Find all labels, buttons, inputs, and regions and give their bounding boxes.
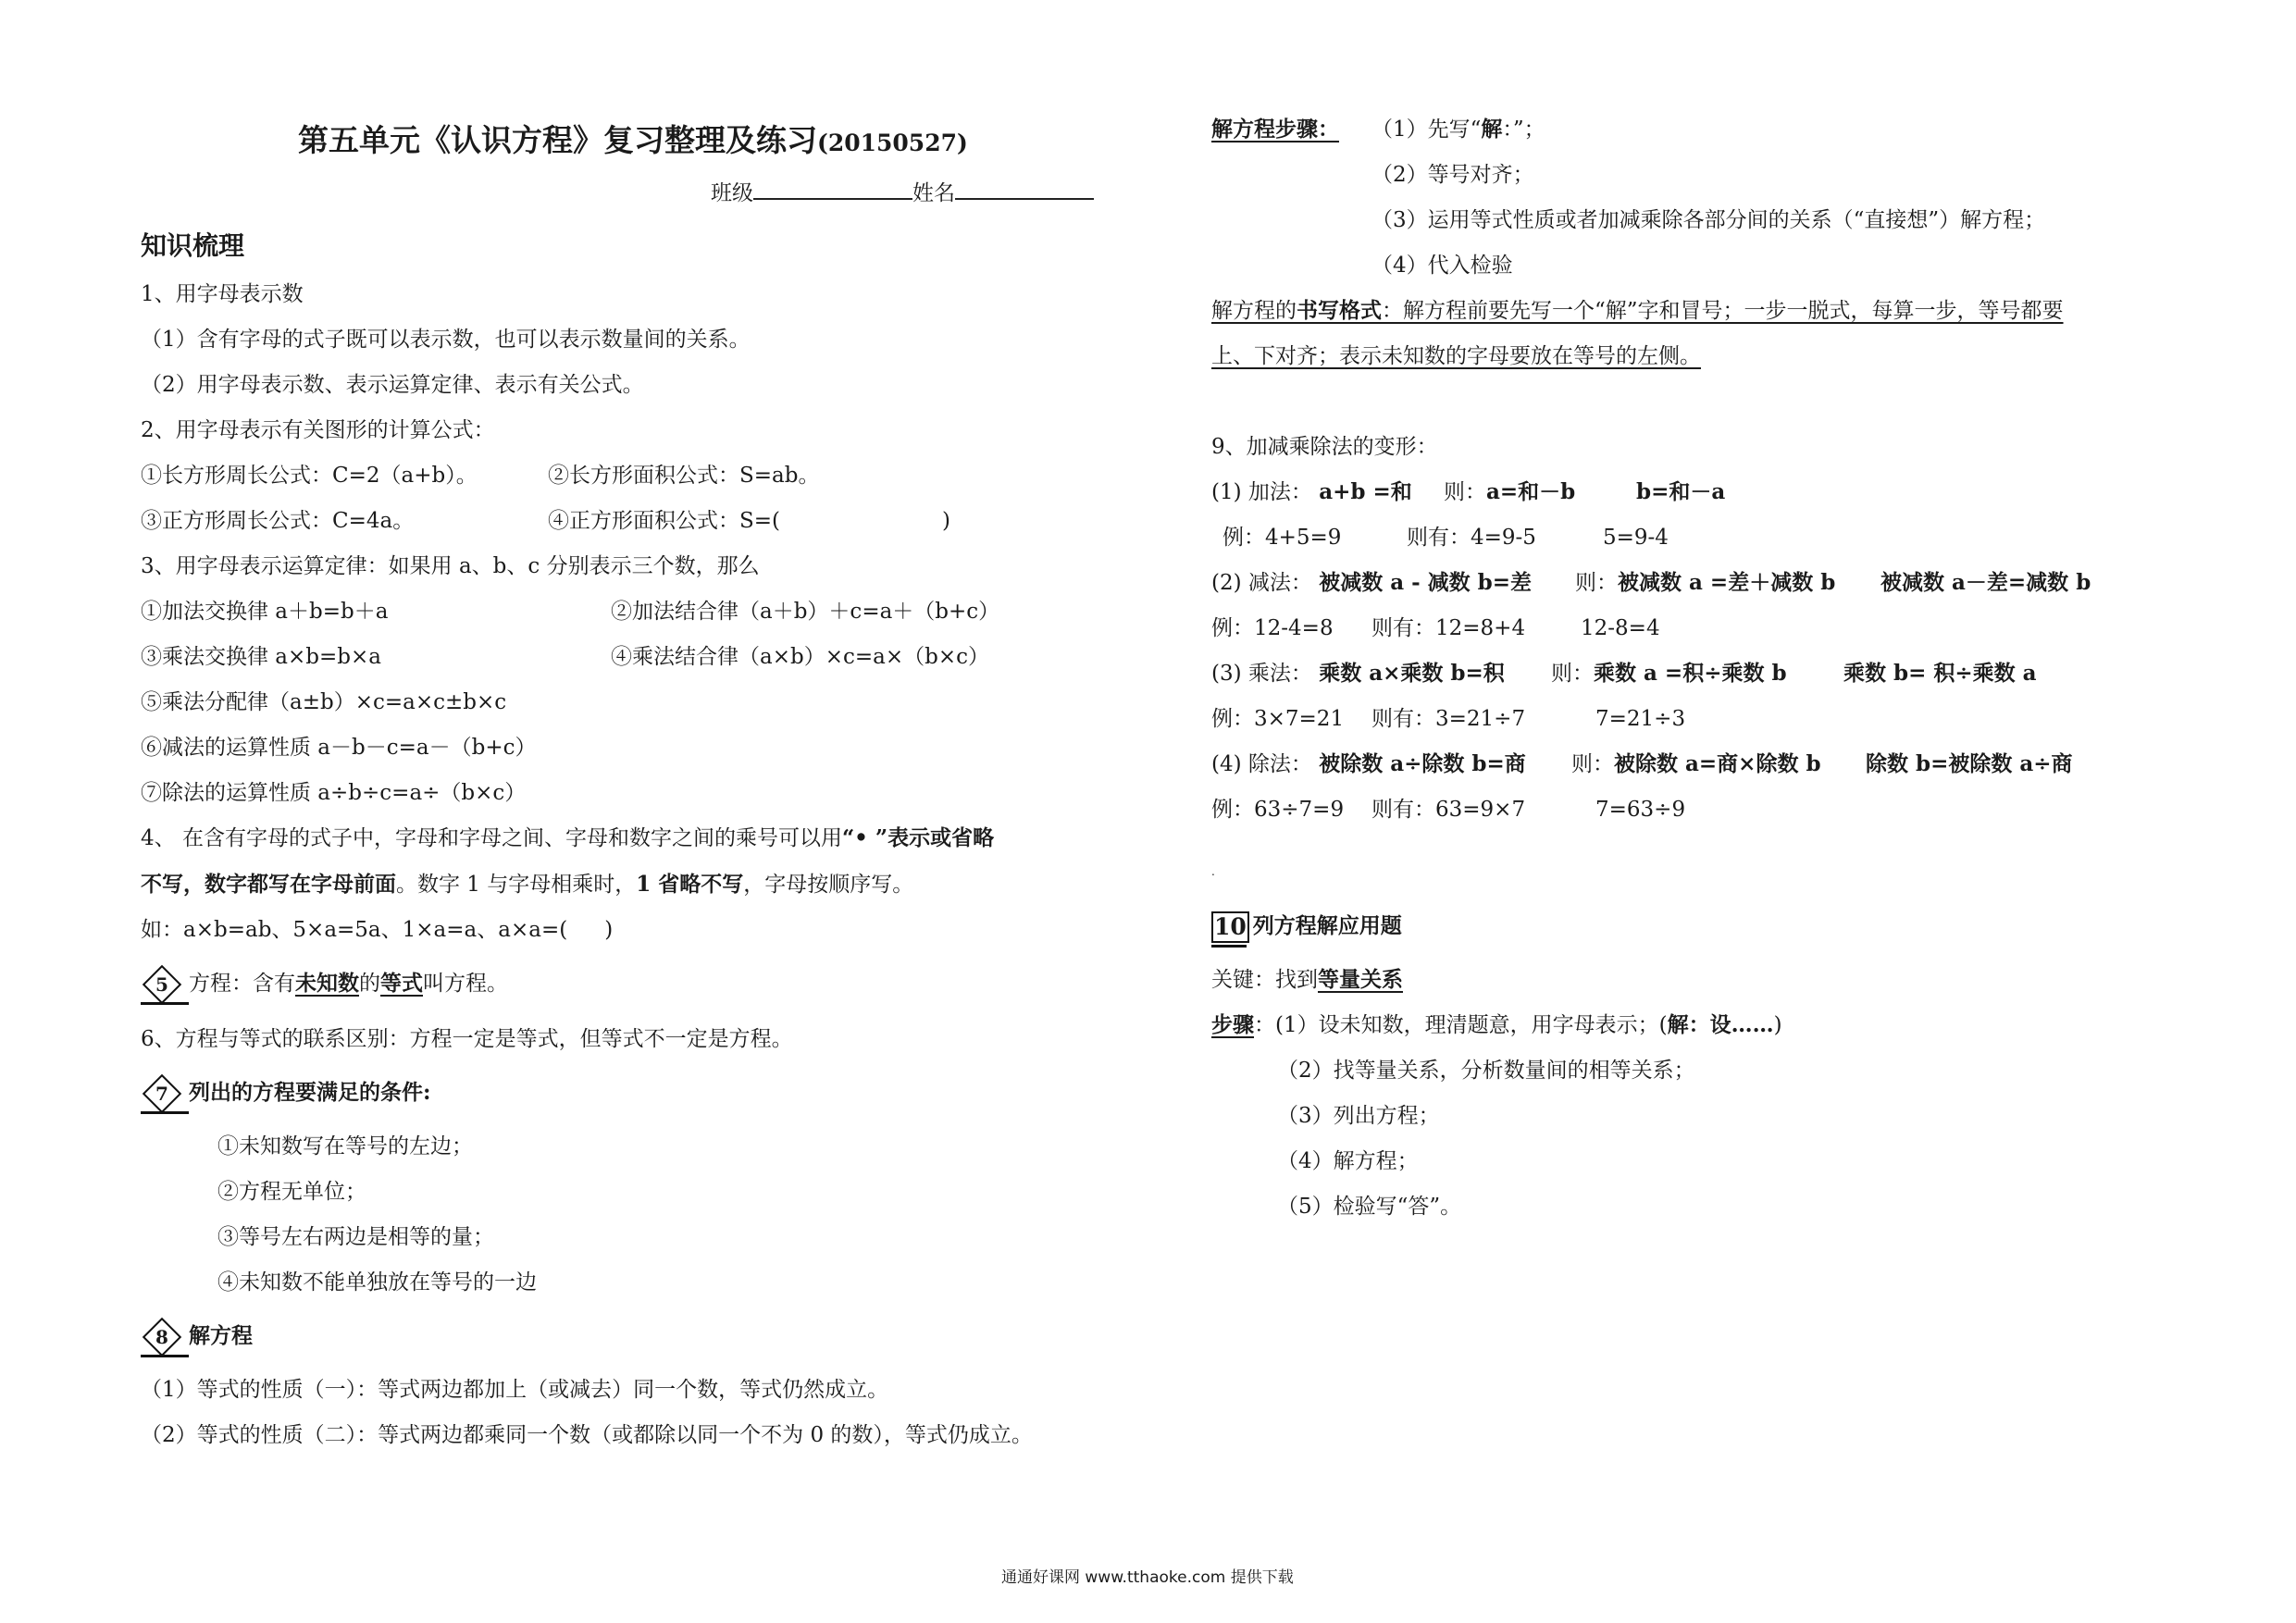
law-1: ①加法交换律 a＋b=b＋a (141, 600, 389, 624)
mul-then (1551, 659, 1787, 688)
section-2: 2、用字母表示有关图形的计算公式： (141, 418, 495, 442)
section-5-pre: 方程：含有 (189, 972, 295, 996)
add-example-then: 则有：4=9-5 (1407, 526, 1536, 550)
name-label: 姓名 (912, 181, 955, 205)
app-step-5: （5）检验写“答”。 (1277, 1195, 1462, 1219)
section-8 (141, 1321, 253, 1351)
diamond-number-7-icon (143, 1074, 181, 1113)
condition-1: ①未知数写在等号的左边； (217, 1134, 473, 1158)
div-formula-b: 被除数 a=商×除数 b (1614, 751, 1821, 776)
add-formula-b: a=和－b (1486, 479, 1576, 504)
section-10 (1211, 911, 1402, 943)
class-blank[interactable] (753, 174, 912, 200)
app-step-4: （4）解方程； (1277, 1149, 1419, 1173)
div-example: 例：63÷7=9 (1211, 798, 1345, 822)
title-text: 第五单元《认识方程》复习整理及练习 (298, 122, 817, 158)
add-then (1444, 477, 1575, 507)
add-formula: a+b =和 (1319, 479, 1412, 504)
add-row (1211, 477, 1412, 507)
section-5-equation: 等式 (380, 971, 423, 996)
app-steps-label: 步骤 (1211, 1012, 1254, 1037)
div-example-then: 则有：63=9×7 (1371, 798, 1526, 822)
mul-example-then: 则有：3=21÷7 (1371, 707, 1526, 731)
format-line-2: 上、下对齐；表示未知数的字母要放在等号的左侧。 (1211, 344, 1701, 368)
section-3: 3、用字母表示运算定律：如果用 a、b、c 分别表示三个数，那么 (141, 554, 760, 578)
law-6: ⑥减法的运算性质 a－b－c=a－（b+c） (141, 736, 537, 760)
add-example-2: 5=9-4 (1603, 526, 1669, 550)
key-row (1211, 965, 1403, 995)
app-step-1-pre: ：(1）设未知数，理清题意，用字母表示；( (1254, 1013, 1668, 1037)
condition-4: ④未知数不能单独放在等号的一边 (217, 1270, 537, 1295)
formula-4-text: ④正方形面积公式：S=( (548, 509, 781, 533)
steps-label-text: 解方程步骤： (1211, 117, 1339, 142)
step-1 (1371, 115, 1545, 144)
page-footer: 通通好课网 www.tthaoke.com 提供下载 (1001, 1568, 1294, 1587)
step-1-bold: 解 (1481, 117, 1503, 142)
key-pre: 关键：找到 (1211, 968, 1318, 992)
section-10-heading: 列方程解应用题 (1252, 913, 1402, 938)
add-formula-c: b=和－a (1636, 479, 1726, 504)
law-7: ⑦除法的运算性质 a÷b÷c=a÷（b×c） (141, 781, 527, 805)
div-formula-c: 除数 b=被除数 a÷商 (1866, 751, 2073, 776)
sub-example: 例：12-4=8 (1211, 616, 1334, 640)
diamond-number-8-icon (143, 1318, 181, 1357)
sub-then (1575, 568, 1835, 598)
div-row (1211, 750, 1526, 779)
steps-label (1211, 115, 1339, 144)
section-4-example-close: ) (604, 918, 614, 942)
section-8-heading: 解方程 (189, 1323, 253, 1348)
class-label: 班级 (711, 181, 753, 205)
section-7 (141, 1078, 431, 1108)
step-1-pre: （1）先写“ (1371, 118, 1482, 142)
section-4-text-a: 4、 在含有字母的式子中，字母和字母之间、字母和数字之间的乘号可以用 (141, 826, 842, 850)
boxed-number-10-icon: 10 (1211, 911, 1249, 943)
name-blank[interactable] (955, 174, 1094, 200)
add-example-text: 例：4+5=9 (1222, 526, 1342, 550)
section-4-line-2 (141, 870, 913, 899)
condition-2: ②方程无单位； (217, 1180, 366, 1204)
section-4-bold-b2: 1 省略不写 (636, 872, 744, 897)
diamond-5-label: 5 (155, 973, 168, 996)
format-pre: 解方程的 (1211, 299, 1297, 323)
section-4-example (141, 915, 613, 945)
sub-formula-b: 被减数 a =差＋减数 b (1618, 570, 1836, 595)
format-bold: 书写格式 (1297, 298, 1382, 323)
section-1-item-1: （1）含有字母的式子既可以表示数，也可以表示数量间的关系。 (141, 328, 751, 352)
law-4: ④乘法结合律（a×b）×c=a×（b×c） (611, 645, 989, 669)
section-4-line-1 (141, 824, 994, 853)
section-7-underbar (141, 1111, 189, 1114)
formula-3: ③正方形周长公式：C=4a。 (141, 509, 415, 533)
app-step-1 (1211, 1010, 1782, 1040)
section-4-bold-b1: 不写，数字都写在字母前面 (141, 872, 396, 897)
knowledge-heading: 知识梳理 (141, 230, 245, 261)
section-7-heading: 列出的方程要满足的条件: (189, 1080, 431, 1105)
class-name-row (711, 174, 1094, 208)
app-step-1-bold: 解：设…… (1667, 1012, 1774, 1037)
section-4-example-text: 如：a×b=ab、5×a=5a、1×a=a、a×a=( (141, 918, 568, 942)
section-4-mid: 。数字 1 与字母相乘时， (396, 873, 637, 897)
add-label: (1) 加法： (1211, 480, 1312, 504)
section-4-bold-a: “• ”表示或省略 (841, 825, 995, 850)
section-5-underbar (141, 1002, 189, 1005)
add-then-label: 则： (1444, 480, 1486, 504)
step-1-end: ：”； (1502, 118, 1545, 142)
div-then (1571, 750, 1821, 779)
mul-example: 例：3×7=21 (1211, 707, 1345, 731)
diamond-7-label: 7 (155, 1083, 168, 1105)
div-then-label: 则： (1571, 752, 1614, 776)
section-5-end: 叫方程。 (423, 972, 508, 996)
mul-example-2: 7=21÷3 (1595, 707, 1686, 731)
mul-formula: 乘数 a×乘数 b=积 (1319, 661, 1505, 686)
section-8-underbar (141, 1355, 189, 1357)
sub-row (1211, 568, 1532, 598)
formula-2: ②长方形面积公式：S=ab。 (548, 464, 820, 488)
mul-then-label: 则： (1551, 662, 1594, 686)
app-step-2: （2）找等量关系，分析数量间的相等关系； (1277, 1059, 1695, 1083)
sub-formula-c: 被减数 a－差=减数 b (1880, 570, 2091, 595)
section-5-unknown: 未知数 (295, 971, 359, 996)
sub-then-label: 则： (1575, 571, 1618, 595)
condition-3: ③等号左右两边是相等的量； (217, 1225, 494, 1249)
title-date: (20150527) (817, 130, 968, 156)
section-4-end: ，字母按顺序写。 (743, 873, 914, 897)
diamond-8-label: 8 (155, 1326, 168, 1348)
app-step-1-end: ) (1773, 1013, 1782, 1037)
section-1: 1、用字母表示数 (141, 282, 304, 306)
stray-dot: . (1211, 865, 1215, 878)
sub-formula: 被减数 a - 减数 b=差 (1319, 570, 1533, 595)
sub-label: (2) 减法： (1211, 571, 1312, 595)
formula-4-close: ) (942, 509, 950, 533)
diamond-number-5-icon (143, 965, 181, 1004)
sub-example-2: 12-8=4 (1581, 616, 1660, 640)
div-formula: 被除数 a÷除数 b=商 (1319, 751, 1526, 776)
formula-4 (548, 506, 950, 536)
add-example (1211, 523, 1341, 552)
section-5-mid: 的 (359, 972, 380, 996)
property-2: （2）等式的性质（二）：等式两边都乘同一个数（或都除以同一个不为 0 的数），等式仍成立。 (141, 1423, 1033, 1447)
key-equal-relation: 等量关系 (1318, 967, 1403, 992)
law-2: ②加法结合律（a＋b）＋c=a＋（b+c） (611, 600, 1000, 624)
format-rest: ：解方程前要先写一个“解”字和冒号；一步一脱式，每算一步，等号都要 (1382, 299, 2064, 323)
step-3: （3）运用等式性质或者加减乘除各部分间的关系（“直接想”）解方程； (1371, 208, 2046, 232)
div-label: (4) 除法： (1211, 752, 1312, 776)
mul-label: (3) 乘法： (1211, 662, 1312, 686)
section-5 (141, 969, 508, 998)
format-line-1 (1211, 296, 2064, 326)
law-5: ⑤乘法分配律（a±b）×c=a×c±b×c (141, 690, 507, 714)
sub-example-then: 则有：12=8+4 (1371, 616, 1526, 640)
step-4: （4）代入检验 (1371, 254, 1513, 278)
formula-1: ①长方形周长公式：C=2（a+b）。 (141, 464, 478, 488)
section-1-item-2: （2）用字母表示数、表示运算定律、表示有关公式。 (141, 373, 644, 397)
section-9: 9、加减乘除法的变形： (1211, 435, 1438, 459)
property-1: （1）等式的性质（一）：等式两边都加上（或减去）同一个数，等式仍然成立。 (141, 1378, 889, 1402)
step-2: （2）等号对齐； (1371, 163, 1534, 187)
section-6: 6、方程与等式的联系区别：方程一定是等式，但等式不一定是方程。 (141, 1027, 793, 1051)
law-3: ③乘法交换律 a×b=b×a (141, 645, 381, 669)
app-step-3: （3）列出方程； (1277, 1104, 1440, 1128)
mul-formula-b: 乘数 a =积÷乘数 b (1594, 661, 1787, 686)
div-example-2: 7=63÷9 (1595, 798, 1686, 822)
mul-row (1211, 659, 1505, 688)
section-10-underbar (1211, 945, 1247, 948)
mul-formula-c: 乘数 b= 积÷乘数 a (1843, 661, 2037, 686)
document-title (298, 117, 968, 160)
